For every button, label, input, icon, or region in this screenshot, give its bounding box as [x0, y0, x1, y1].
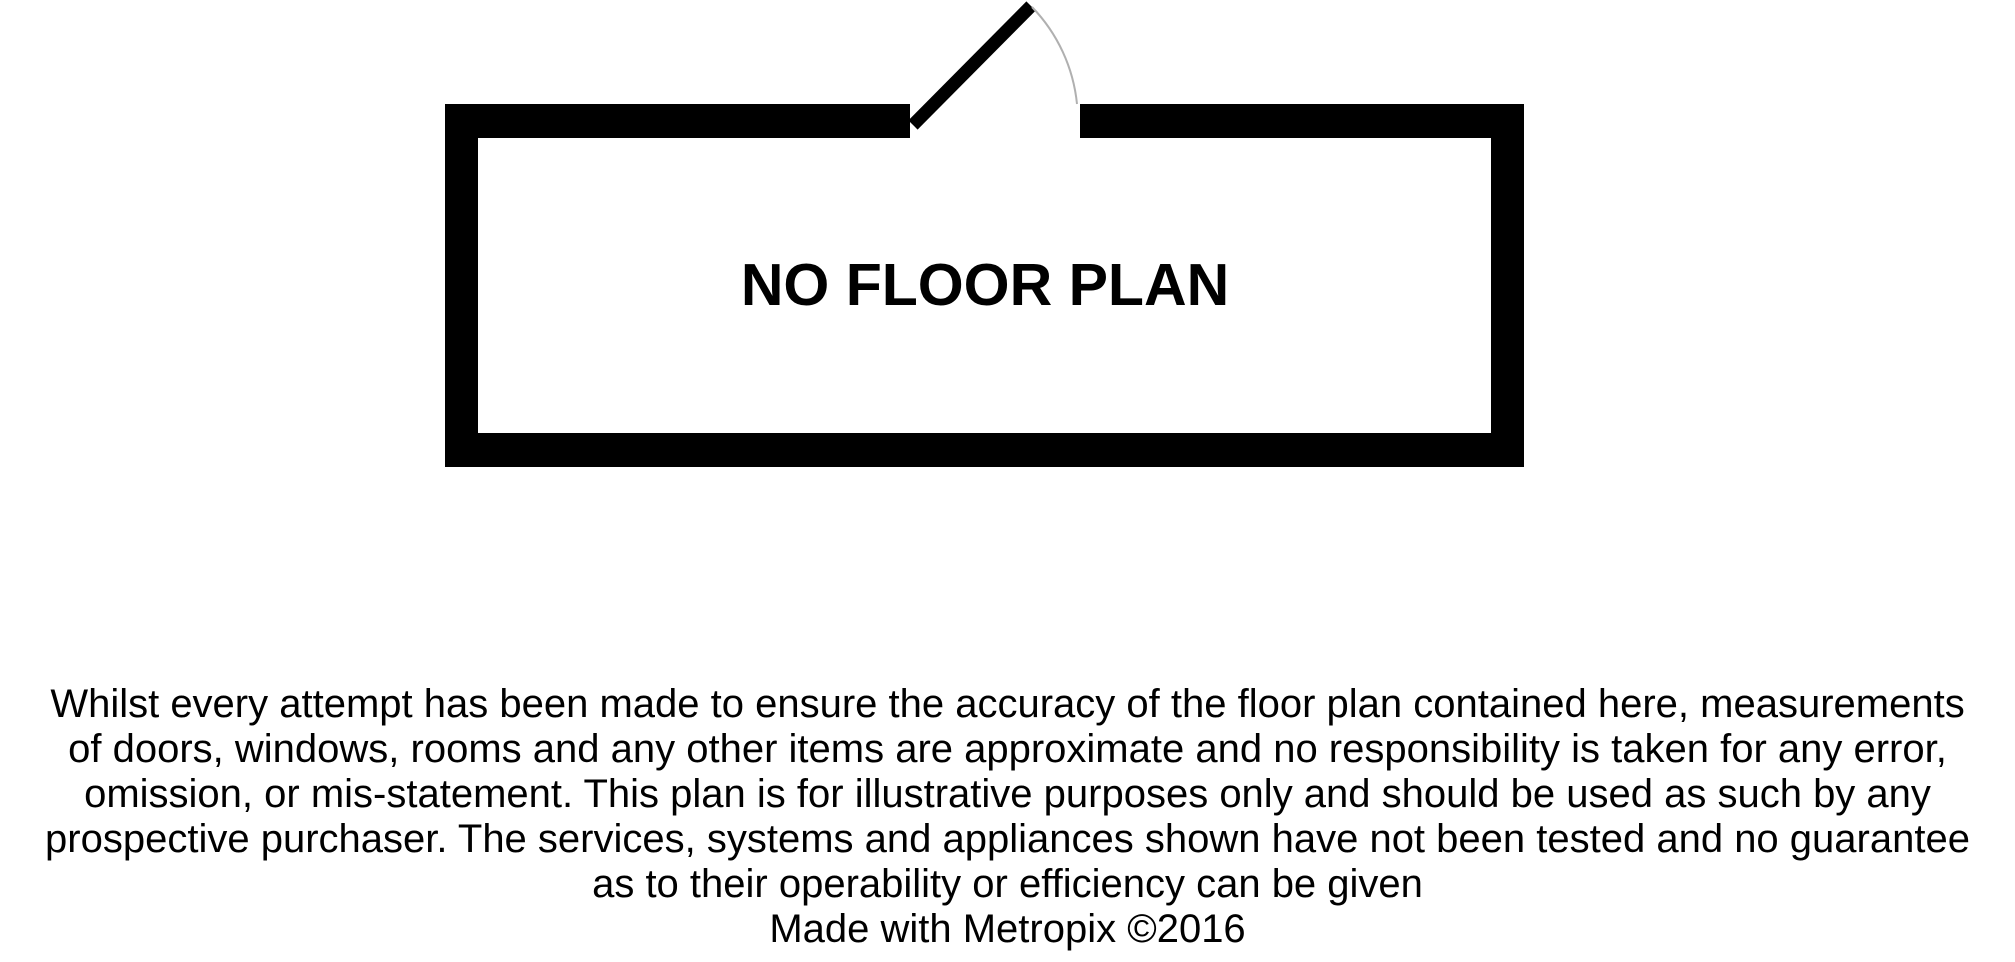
wall-right: [1491, 104, 1524, 467]
metropix-credit: Made with Metropix ©2016: [769, 907, 1246, 951]
disclaimer-line: of doors, windows, rooms and any other items are approximate and no responsibility is taken for any error,: [68, 727, 1947, 771]
door-icon: [913, 6, 1077, 125]
disclaimer-line: Whilst every attempt has been made to ensure the accuracy of the floor plan contained here, measurements: [50, 682, 1965, 726]
wall-top-right-segment: [1080, 104, 1524, 138]
disclaimer-line: prospective purchaser. The services, systems and appliances shown have not been tested and no guarantee: [45, 817, 1970, 861]
door-leaf: [913, 6, 1031, 125]
door-swing-arc: [1032, 7, 1077, 104]
disclaimer-text: [0, 682, 2015, 952]
wall-left: [445, 104, 478, 467]
wall-bottom: [445, 433, 1524, 467]
disclaimer-line: omission, or mis-statement. This plan is for illustrative purposes only and should be used as such by any: [84, 772, 1931, 816]
disclaimer-line: as to their operability or efficiency can be given: [592, 862, 1423, 906]
no-floor-plan-label: NO FLOOR PLAN: [740, 252, 1230, 318]
wall-top-left-segment: [445, 104, 910, 138]
